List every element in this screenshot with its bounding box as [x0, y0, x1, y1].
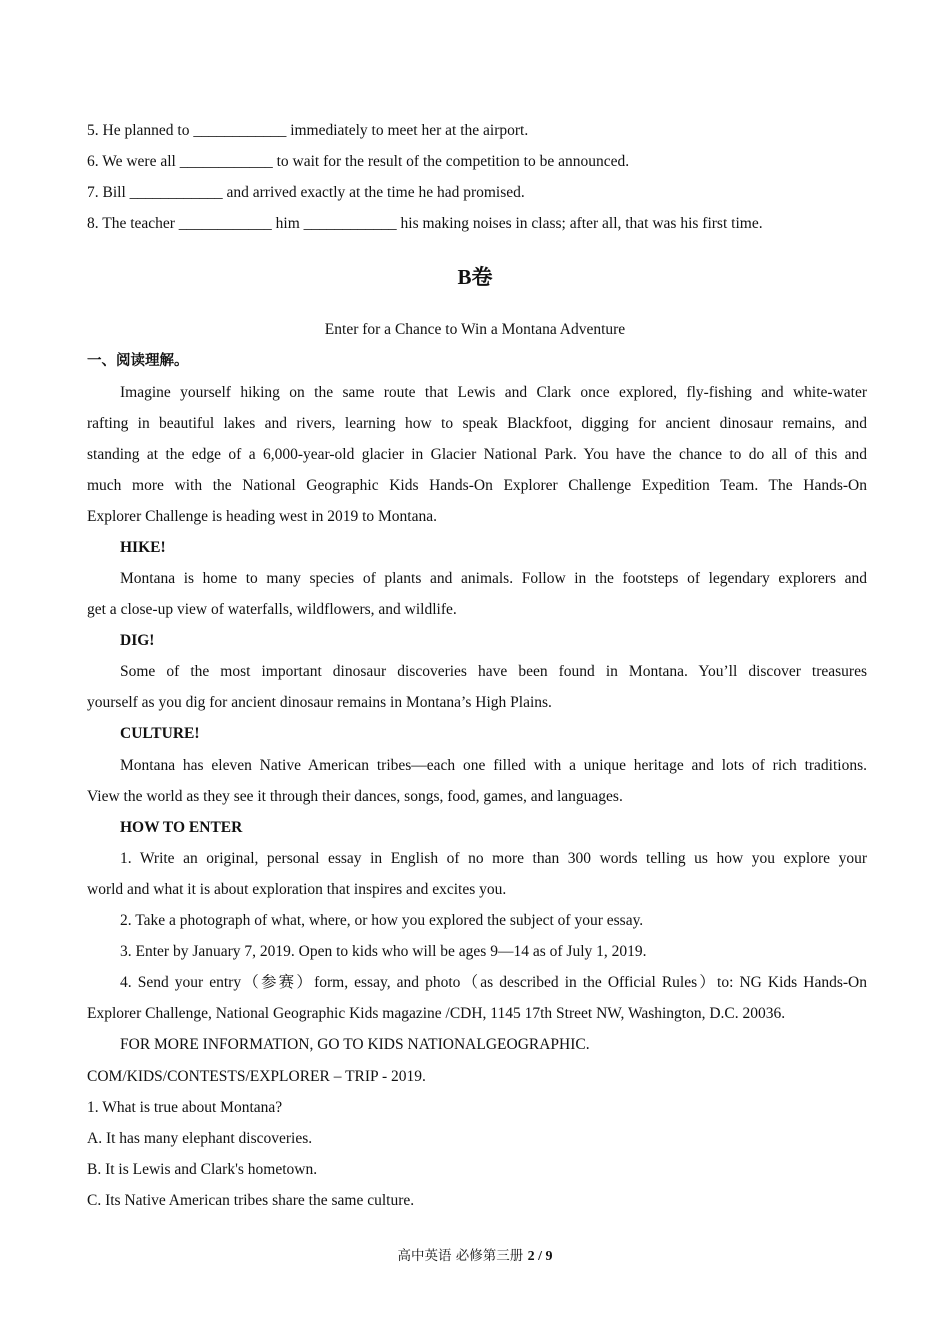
culture-heading: CULTURE! [120, 725, 200, 742]
question-1-option-c: C. Its Native American tribes share the same culture. [87, 1192, 415, 1209]
intro-line-1: Imagine yourself hiking on the same route that Lewis and Clark once explored, fly-fishing and white-water [120, 384, 867, 401]
dig-line-2: yourself as you dig for ancient dinosaur remains in Montana’s High Plains. [87, 694, 552, 711]
enter-step-4-line-2: Explorer Challenge, National Geographic Kids magazine /CDH, 1145 17th Street NW, Washington, D.C. 20036. [87, 1005, 786, 1022]
enter-step-3: 3. Enter by January 7, 2019. Open to kids who will be ages 9—14 as of July 1, 2019. [120, 943, 647, 960]
enter-step-2: 2. Take a photograph of what, where, or how you explored the subject of your essay. [120, 912, 644, 929]
page-footer [0, 1246, 950, 1267]
dig-line-1: Some of the most important dinosaur discoveries have been found in Montana. You’ll discover treasures [120, 663, 867, 680]
enter-step-1-line-2: world and what it is about exploration that inspires and excites you. [87, 881, 507, 898]
question-1-option-a: A. It has many elephant discoveries. [87, 1130, 313, 1147]
enter-step-1-line-1: 1. Write an original, personal essay in English of no more than 300 words telling us how you explore your [120, 850, 867, 867]
enter-step-4-line-1: 4. Send your entry（参赛）form, essay, and photo（as described in the Official Rules）to: NG Kids Hands-On [120, 974, 867, 991]
culture-line-2: View the world as they see it through their dances, songs, food, games, and languages. [87, 788, 623, 805]
hike-line-1: Montana is home to many species of plants and animals. Follow in the footsteps of legendary explorers and [120, 570, 867, 587]
section-title: B卷 [457, 265, 493, 289]
more-info-line-2: COM/KIDS/CONTESTS/EXPLORER – TRIP - 2019. [87, 1068, 426, 1085]
question-8: 8. The teacher ____________ him ____________ his making noises in class; after all, that was his first time. [87, 215, 763, 232]
footer-course: 高中英语 必修第三册 [397, 1248, 524, 1264]
question-5: 5. He planned to ____________ immediately to meet her at the airport. [87, 122, 529, 139]
how-to-enter-heading: HOW TO ENTER [120, 819, 243, 836]
hike-heading: HIKE! [120, 539, 166, 556]
footer-page-number: 2 / 9 [527, 1249, 553, 1264]
passage-title: Enter for a Chance to Win a Montana Adventure [324, 321, 626, 338]
question-1-stem: 1. What is true about Montana? [87, 1099, 283, 1116]
more-info-line-1: FOR MORE INFORMATION, GO TO KIDS NATIONALGEOGRAPHIC. [120, 1036, 590, 1053]
intro-line-5: Explorer Challenge is heading west in 2019 to Montana. [87, 508, 437, 525]
question-7: 7. Bill ____________ and arrived exactly at the time he had promised. [87, 184, 525, 201]
dig-heading: DIG! [120, 632, 155, 649]
question-1-option-b: B. It is Lewis and Clark's hometown. [87, 1161, 318, 1178]
reading-comprehension-heading: 一、阅读理解。 [87, 353, 189, 369]
hike-line-2: get a close-up view of waterfalls, wildflowers, and wildlife. [87, 601, 457, 618]
intro-line-2: rafting in beautiful lakes and rivers, learning how to speak Blackfoot, digging for ancient dinosaur remains, and [87, 415, 867, 432]
culture-line-1: Montana has eleven Native American tribes―each one filled with a unique heritage and lots of rich traditions. [120, 757, 867, 774]
intro-line-3: standing at the edge of a 6,000-year-old glacier in Glacier National Park. You have the chance to do all of this and [87, 446, 867, 463]
question-6: 6. We were all ____________ to wait for the result of the competition to be announced. [87, 153, 630, 170]
intro-line-4: much more with the National Geographic Kids Hands-On Explorer Challenge Expedition Team. The Hands-On [87, 477, 867, 494]
